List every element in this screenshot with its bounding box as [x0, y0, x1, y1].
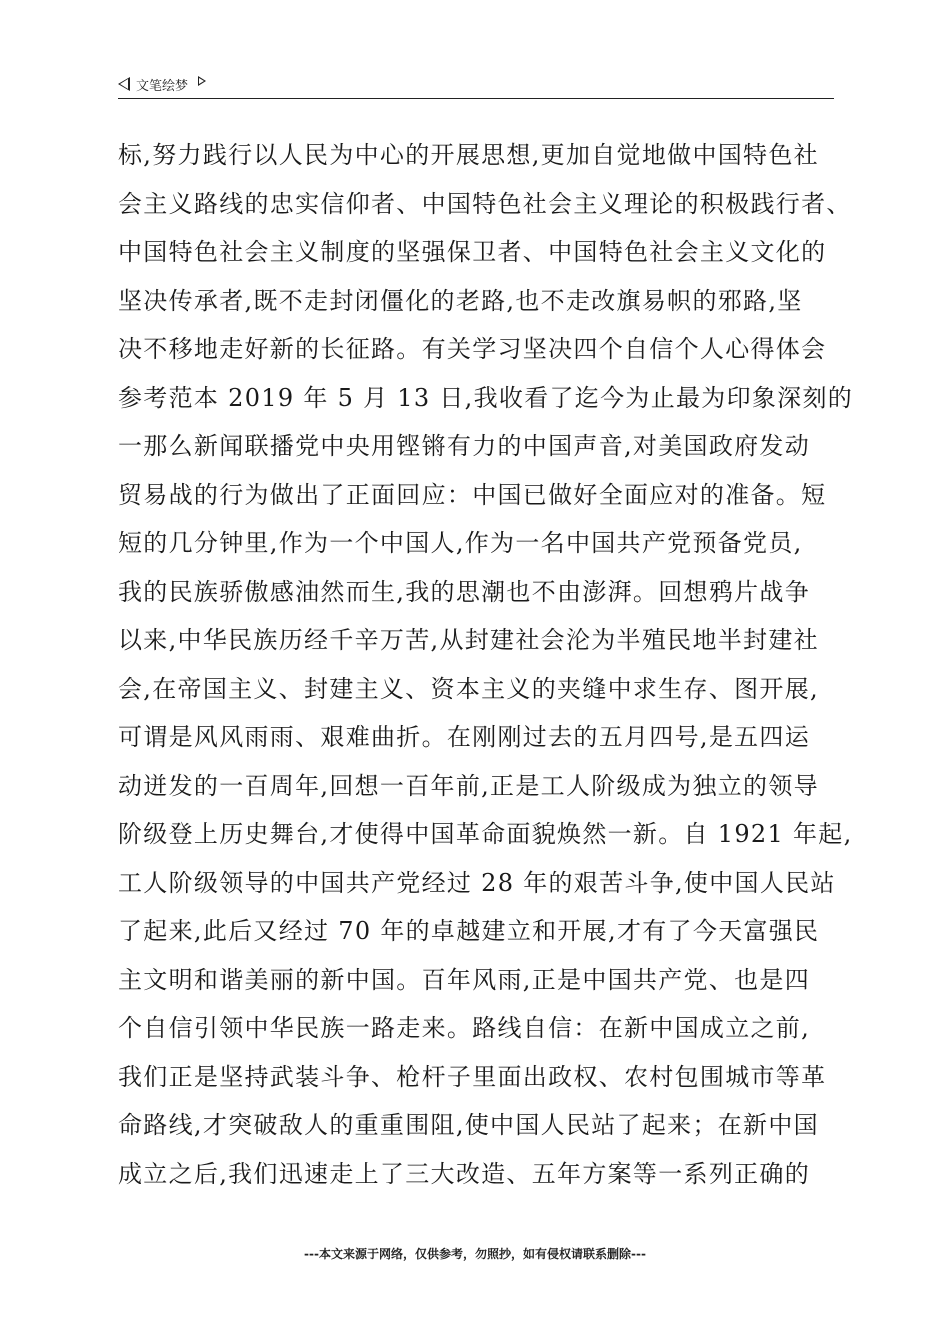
text-line: 会主义路线的忠实信仰者、中国特色社会主义理论的积极践行者、: [118, 189, 852, 218]
text-line: 会,在帝国主义、封建主义、资本主义的夹缝中求生存、图开展,: [118, 674, 819, 703]
text-line: 中国特色社会主义制度的坚强保卫者、中国特色社会主义文化的: [118, 238, 827, 266]
text-line: 参考范本 2019 年 5 月 13 日,我收看了迄今为止最为印象深刻的: [118, 383, 854, 412]
text-line: 了起来,此后又经过 70 年的卓越建立和开展,才有了今天富强民: [118, 917, 820, 945]
document-body: [118, 131, 854, 1198]
header-brand: 文笔绘梦: [136, 78, 189, 94]
text-line: 决不移地走好新的长征路。有关学习坚决四个自信个人心得体会: [118, 335, 827, 363]
text-line: 一那么新闻联播党中央用铿锵有力的中国声音,对美国政府发动: [118, 432, 811, 460]
text-line: 我的民族骄傲感油然而生,我的思潮也不由澎湃。回想鸦片战争: [118, 577, 811, 606]
text-line: 可谓是风风雨雨、艰难曲折。在刚刚过去的五月四号,是五四运: [118, 723, 811, 751]
text-line: 动迸发的一百周年,回想一百年前,正是工人阶级成为独立的领导: [118, 771, 819, 800]
text-line: 短的几分钟里,作为一个中国人,作为一名中国共产党预备党员,: [118, 529, 803, 557]
page-header: [118, 70, 834, 99]
text-line: 个自信引领中华民族一路走来。路线自信：在新中国成立之前,: [118, 1014, 811, 1042]
text-line: 主文明和谐美丽的新中国。百年风雨,正是中国共产党、也是四: [118, 965, 811, 994]
text-line: 工人阶级领导的中国共产党经过 28 年的艰苦斗争,使中国人民站: [118, 868, 836, 897]
text-line: 阶级登上历史舞台,才使得中国革命面貌焕然一新。自 1921 年起,: [118, 820, 853, 848]
text-line: 标,努力践行以人民为中心的开展思想,更加自觉地做中国特色社: [118, 141, 819, 169]
text-line: 成立之后,我们迅速走上了三大改造、五年方案等一系列正确的: [118, 1159, 811, 1188]
text-line: 坚决传承者,既不走封闭僵化的老路,也不走改旗易帜的邪路,坚: [118, 286, 803, 315]
footer-disclaimer: ---本文来源于网络，仅供参考，勿照抄，如有侵权请联系删除---: [304, 1247, 646, 1261]
text-line: 命路线,才突破敌人的重重围阻,使中国人民站了起来；在新中国: [118, 1111, 819, 1139]
text-line: 以来,中华民族历经千辛万苦,从封建社会沦为半殖民地半封建社: [118, 626, 819, 654]
text-line: 我们正是坚持武装斗争、枪杆子里面出政权、农村包围城市等革: [118, 1062, 827, 1091]
triangle-left-icon: [118, 77, 130, 91]
text-line: 贸易战的行为做出了正面回应：中国已做好全面应对的准备。短: [118, 480, 827, 509]
triangle-right-icon: [198, 76, 206, 86]
